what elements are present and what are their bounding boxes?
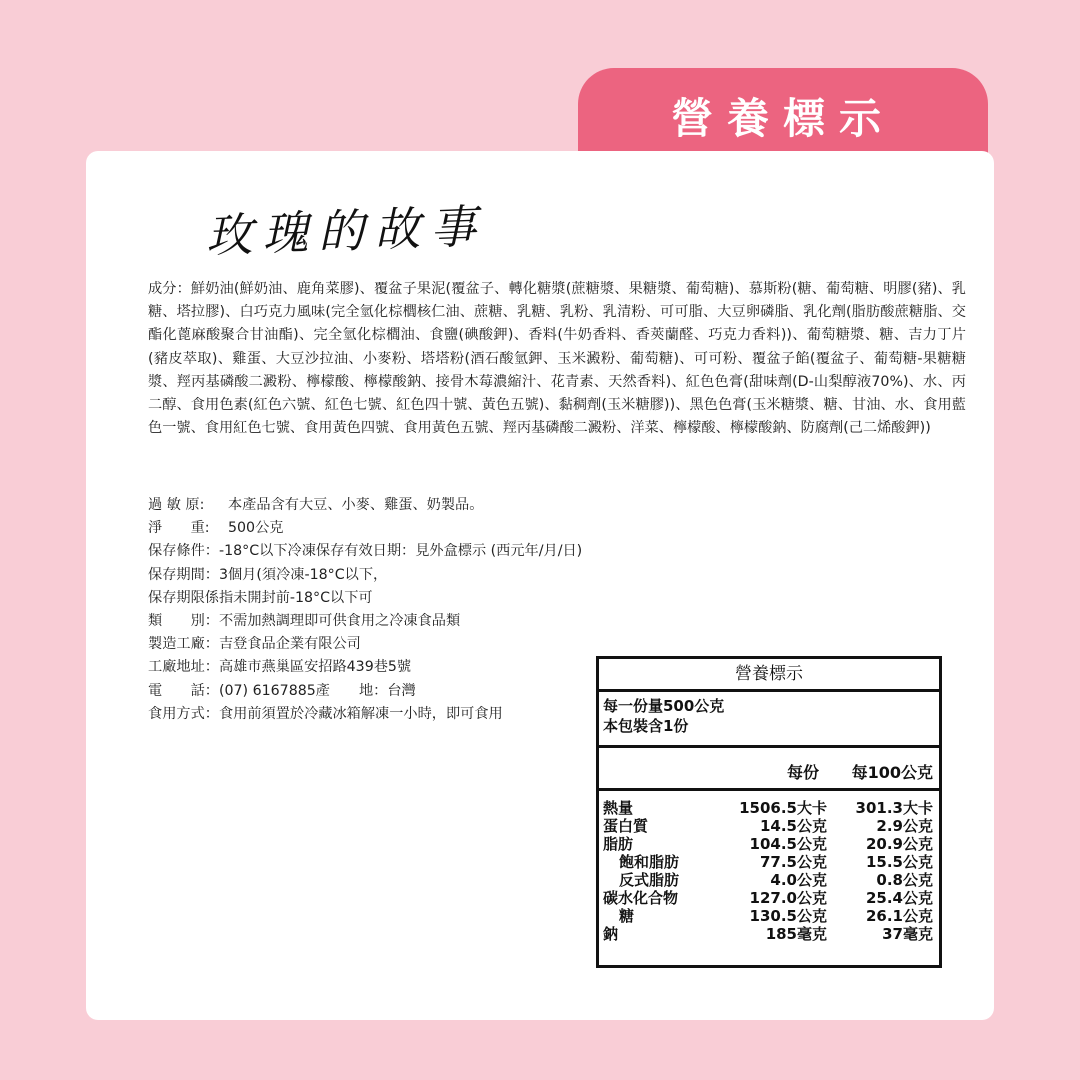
per-100g-value: 26.1公克 xyxy=(865,907,933,925)
maker-value: 吉登食品企業有限公司 xyxy=(218,636,361,653)
address-value: 高雄市燕巢區安招路439巷5號 xyxy=(218,659,412,676)
nutrient-name: 飽和脂肪 xyxy=(619,853,680,871)
storage-value: -18°C以下冷凍保存有效日期：見外盒標示 (西元年/月/日) xyxy=(218,543,583,560)
phone-value: (07) 6167885產 xyxy=(218,682,330,699)
storage-row xyxy=(148,540,598,563)
address-label: 工廠地址： xyxy=(148,659,219,676)
nutrition-row xyxy=(599,925,939,943)
usage-value: 食用前須置於冷藏冰箱解凍一小時，即可食用 xyxy=(218,705,503,722)
per-serving-value: 77.5公克 xyxy=(759,853,827,871)
nutrient-name: 糖 xyxy=(619,907,635,925)
nutrient-name: 脂肪 xyxy=(603,835,634,853)
address-row xyxy=(148,656,598,679)
phone-label: 電 話： xyxy=(148,682,219,699)
nutrition-row xyxy=(599,907,939,925)
nutrition-row xyxy=(599,871,939,889)
nutrient-name: 碳水化合物 xyxy=(603,889,679,907)
period-value: 3個月(須冷凍-18°C以下， xyxy=(218,566,388,583)
type-label: 類 別： xyxy=(148,613,219,630)
usage-label: 食用方式： xyxy=(148,705,219,722)
nutrition-row xyxy=(599,799,939,817)
per-100g-value: 25.4公克 xyxy=(865,889,933,907)
per-100g-value: 0.8公克 xyxy=(876,871,933,889)
per-serving-value: 14.5公克 xyxy=(759,817,827,835)
allergen-row xyxy=(148,494,598,517)
product-info xyxy=(148,494,598,726)
serving-block xyxy=(599,692,939,748)
period-label: 保存期間： xyxy=(148,566,219,583)
origin-label: 地： xyxy=(358,682,388,699)
nutrient-name: 鈉 xyxy=(603,925,619,943)
nutrition-row xyxy=(599,889,939,907)
phone-row xyxy=(148,680,598,703)
period-note-row xyxy=(148,587,598,610)
per-serving-value: 1506.5大卡 xyxy=(739,799,827,817)
ingredients-text: 成分：鮮奶油(鮮奶油、鹿角菜膠)、覆盆子果泥(覆盆子、轉化糖漿(蔗糖漿、果糖漿、葡萄糖)、慕斯粉(糖、葡萄糖、明膠(豬)、乳糖、塔拉膠)、白巧克力風味(完全氫化棕櫚核仁油、蔗糖、乳糖、乳粉、乳清粉、可可脂、大豆卵磷脂、乳化劑(脂肪酸蔗糖脂、交酯化蓖麻酸聚合甘油酯)、完全氫化棕櫚油、食鹽(碘酸鉀)、香料(牛奶香料、香莢蘭醛、巧克力香料))、葡萄糖漿、糖、吉力丁片(豬皮萃取)、雞蛋、大豆沙拉油、小麥粉、塔塔粉(酒石酸氫鉀、玉米澱粉、葡萄糖)、可可粉、覆盆子餡(覆盆子、葡萄糖-果糖糖漿、羥丙基磷酸二澱粉、檸檬酸、檸檬酸鈉、接骨木莓濃縮汁、花青素、天然香料)、紅色色膏(甜味劑(D-山梨醇液70%)、水、丙二醇、食用色素(紅色六號、紅色七號、紅色四十號、黃色五號)、黏稠劑(玉米糖膠))、黑色色膏(玉米糖漿、糖、甘油、水、食用藍色一號、食用紅色七號、食用黃色四號、食用黃色五號、羥丙基磷酸二澱粉、洋菜、檸檬酸、檸檬酸鈉、防腐劑(己二烯酸鉀)) xyxy=(148,281,966,437)
per-100g-value: 15.5公克 xyxy=(865,853,933,871)
type-value: 不需加熱調理即可供食用之冷凍食品類 xyxy=(218,613,461,630)
weight-row xyxy=(148,517,598,540)
type-row xyxy=(148,610,598,633)
per-100g-value: 2.9公克 xyxy=(876,817,933,835)
allergen-label: 過 敏 原: xyxy=(148,497,205,513)
nutrition-row xyxy=(599,835,939,853)
tab-title: 營養標示 xyxy=(670,94,895,143)
nutrient-name: 反式脂肪 xyxy=(619,871,680,889)
storage-label: 保存條件： xyxy=(148,543,219,560)
maker-row xyxy=(148,633,598,656)
nutrition-header xyxy=(599,748,939,791)
origin-value: 台灣 xyxy=(387,682,416,699)
col-per-100g: 每100公克 xyxy=(851,763,933,782)
per-serving-value: 127.0公克 xyxy=(749,889,827,907)
nutrient-name: 蛋白質 xyxy=(603,817,649,835)
brand-title: 玫瑰的故事 xyxy=(205,199,487,263)
allergen-value: 本產品含有大豆、小麥、雞蛋、奶製品。 xyxy=(228,497,484,513)
per-serving-value: 130.5公克 xyxy=(749,907,827,925)
per-serving-value: 104.5公克 xyxy=(749,835,827,853)
nutrition-row xyxy=(599,853,939,871)
nutrition-table xyxy=(596,656,942,968)
nutrient-name: 熱量 xyxy=(603,799,634,817)
nutrition-rows xyxy=(599,791,939,943)
weight-label: 淨 重: xyxy=(148,520,210,537)
weight-value: 500公克 xyxy=(228,520,284,537)
maker-label: 製造工廠： xyxy=(148,636,219,653)
nutrition-row xyxy=(599,817,939,835)
per-100g-value: 301.3大卡 xyxy=(855,799,933,817)
per-100g-value: 37毫克 xyxy=(882,925,933,943)
per-serving-value: 4.0公克 xyxy=(770,871,827,889)
per-serving-value: 185毫克 xyxy=(765,925,827,943)
serving-size: 每一份量500公克 xyxy=(603,697,725,715)
nutrition-title: 營養標示 xyxy=(599,659,939,692)
servings-per-pack: 本包裝含1份 xyxy=(603,717,689,735)
period-note: 保存期限係指未開封前-18°C以下可 xyxy=(148,589,373,606)
usage-row xyxy=(148,703,598,726)
per-100g-value: 20.9公克 xyxy=(865,835,933,853)
label-card xyxy=(86,151,994,1020)
col-per-serving: 每份 xyxy=(786,763,819,782)
period-row xyxy=(148,564,598,587)
